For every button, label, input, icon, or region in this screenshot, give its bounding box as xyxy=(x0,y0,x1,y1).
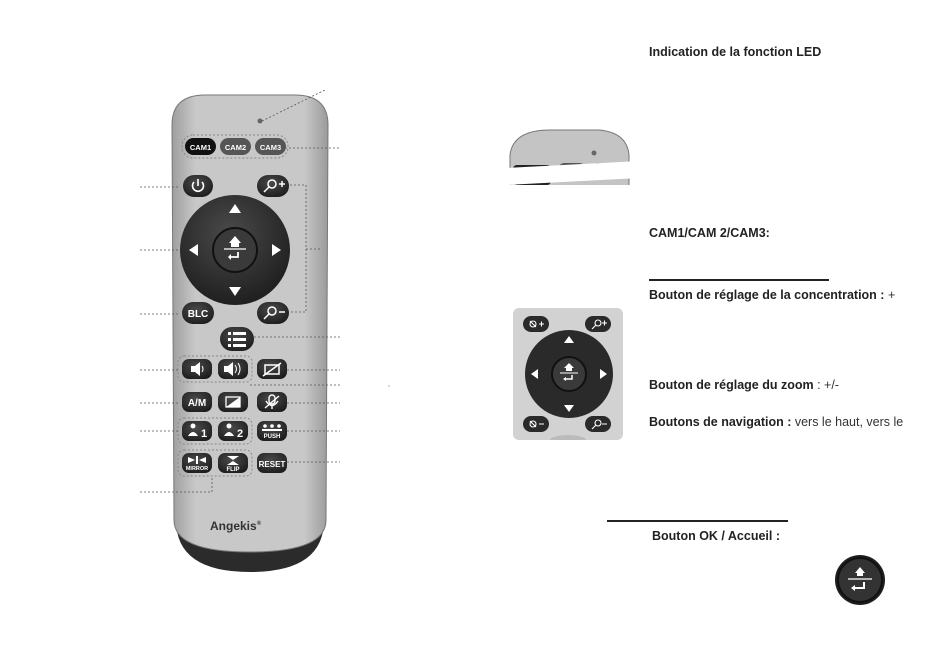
divider-2 xyxy=(607,520,788,522)
divider-1 xyxy=(649,279,829,281)
svg-text:CAM2: CAM2 xyxy=(224,143,247,152)
stray-dot xyxy=(388,385,389,386)
heading-zoom xyxy=(649,378,839,392)
svg-text:MIRROR: MIRROR xyxy=(185,466,209,472)
heading-led: Indication de la fonction LED xyxy=(649,45,822,59)
heading-cams: CAM1/CAM 2/CAM3: xyxy=(649,226,770,240)
inset-cam-buttons xyxy=(505,125,630,185)
nav-value: vers le haut, vers le xyxy=(794,415,904,429)
zoom-value: : +/- xyxy=(817,378,839,392)
svg-text:A/M: A/M xyxy=(187,398,207,409)
inset-focus-far-button xyxy=(523,416,549,432)
svg-text:CAM1: CAM1 xyxy=(189,143,212,152)
svg-text:PUSH: PUSH xyxy=(263,434,281,440)
heading-ok: Bouton OK / Accueil : xyxy=(652,529,781,543)
heading-nav xyxy=(649,415,903,429)
svg-text:CAM3: CAM3 xyxy=(259,143,282,152)
ok-home-button-illustration xyxy=(834,554,886,606)
zoom-label: Bouton de réglage du zoom xyxy=(649,378,814,392)
inset-zoom-in-button xyxy=(585,316,611,332)
svg-text:BLC: BLC xyxy=(187,309,209,320)
inset-zoom-out-button xyxy=(585,416,611,432)
nav-label: Boutons de navigation : xyxy=(649,415,792,429)
focus-label: Bouton de réglage de la concentration : xyxy=(649,288,885,302)
focus-value: + xyxy=(887,288,896,302)
svg-text:2: 2 xyxy=(236,428,244,440)
inset-focus-near-button xyxy=(523,316,549,332)
svg-text:1: 1 xyxy=(200,428,208,440)
inset-navigation xyxy=(513,308,623,440)
heading-focus xyxy=(649,288,895,302)
svg-text:RESET: RESET xyxy=(258,460,286,469)
brand-logo: Angekis® xyxy=(210,519,262,533)
svg-text:FLIP: FLIP xyxy=(226,467,240,473)
